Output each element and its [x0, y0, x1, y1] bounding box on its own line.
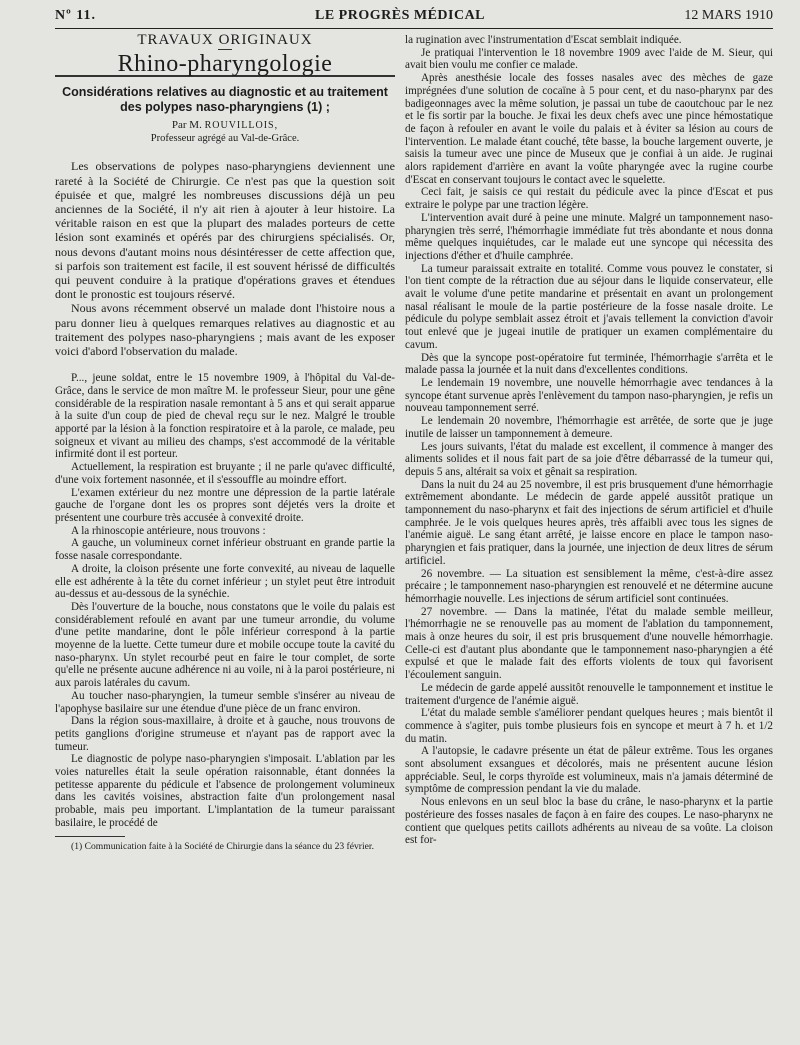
paragraph: Dès que la syncope post-opératoire fut terminée, l'hémorrhagie s'arrêta et le malade passa la journée et la nuit dans d'excellentes conditions.: [405, 351, 773, 377]
running-header: [55, 6, 773, 29]
paragraph: Après anesthésie locale des fosses nasales avec des mèches de gaze imprégnées d'une solution de cocaïne à 5 pour cent, et du naso-pharynx par des badigeonnages avec la même solution, je passai un tube de caoutchouc par le nez et le fis sortir par la bouche. Je fixai les deux chefs avec une pince hémostatique de façon à refouler en avant le voile du palais et à éviter sa lésion au cours de l'intervention. Le malade étant couché, tête basse, la bouche largement ouverte, je saisis la tumeur avec une pince de Museux que je confiai à un aide. Je ruginai alors rapidement d'arrière en avant la voûte pharyngée avec la rugine courbe d'Escat en conservant toujours le contact avec le squelette.: [405, 72, 773, 186]
paragraph: Le lendemain 19 novembre, une nouvelle hémorrhagie avec tendances à la syncope étant survenue après l'enlèvement du tampon naso-pharyngien, je refis un nouveau tamponnement serré.: [405, 376, 773, 415]
section-title: TRAVAUX ORIGINAUX: [137, 32, 313, 48]
paragraph: Au toucher naso-pharyngien, la tumeur semble s'insérer au niveau de l'apophyse basilaire sur une étendue d'une pièce de un franc environ.: [55, 689, 395, 715]
article-heading: Rhino-pharyngologie: [55, 58, 395, 78]
author-name: ROUVILLOIS,: [204, 120, 279, 132]
spacer: [55, 358, 395, 372]
paragraph: Les observations de polypes naso-pharyngiens deviennent une rareté à la Société de Chirurgie. Ce n'est pas que la question soit épuisée et que, malgré les nombreuses discussions déjà un peu anciennes de la Société, il n'y ait rien à ajouter à leur histoire. La véritable raison en est que la plupart des malades porteurs de cette lésion sont examinés et opérés par des chirurgiens spécialisés. Or, nous devons d'autant moins nous désintéresser de cette affection que, si parfois son traitement est facile, il est souvent hérissé de difficultés qui peuvent conduire à la pratique d'opérations graves et étendues dont le pronostic est toujours réservé.: [55, 159, 395, 302]
paragraph: 26 novembre. — La situation est sensiblement la même, c'est-à-dire assez précaire ; le tamponnement naso-pharyngien est renouvelé et ne détermine aucune hémorrhagie nouvelle. Les injections de sérum artificiel sont continuées.: [405, 567, 773, 605]
paragraph: 27 novembre. — Dans la matinée, l'état du malade semble meilleur, l'hémorrhagie ne se renouvelle pas au moment de l'ablation du tamponnement, mais à onze heures du soir, il est pris brusquement d'une nouvelle hémorrhagie. Celle-ci est d'autant plus abondante que le tamponnement naso-pharyngien a été expulsé et que le malade fait des efforts violents de toux qui favorisent l'écoulement sanguin.: [405, 605, 773, 682]
paragraph: Les jours suivants, l'état du malade est excellent, il commence à manger des aliments solides et il nous fait part de sa joie d'être débarrassé de la tumeur qui, depuis 5 ans, altérait sa voix et gênait sa respiration.: [405, 440, 773, 478]
paragraph: Dans la région sous-maxillaire, à droite et à gauche, nous trouvons de petits ganglions d'origine strumeuse et n'ayant pas de rapport avec la tumeur.: [55, 715, 395, 753]
paragraph: L'état du malade semble s'améliorer pendant quelques heures ; mais bientôt il commence à s'agiter, puis tombe plusieurs fois en syncope et meurt à 7 h. et 1/2 du matin.: [405, 707, 773, 745]
paragraph: A droite, la cloison présente une forte convexité, au niveau de laquelle elle est adhérente à la tête du cornet inférieur ; un stylet peut être introduit au-dessus et au-dessous de la synéchie.: [55, 562, 395, 601]
paragraph: Actuellement, la respiration est bruyante ; il ne parle qu'avec difficulté, d'une voix fortement nasonnée, et il s'essouffle au moindre effort.: [55, 461, 395, 486]
introduction: [55, 159, 395, 358]
footnote: (1) Communication faite à la Société de Chirurgie dans la séance du 23 février.: [71, 840, 374, 852]
divider: [218, 49, 232, 50]
paragraph: Nous avons récemment observé un malade dont l'histoire nous a paru donner lieu à quelques remarques relatives au diagnostic et au traitement des polypes naso-pharyngiens ; mais avant de les exposer voici d'abord l'observation du malade.: [55, 301, 395, 359]
paragraph: Nous enlevons en un seul bloc la base du crâne, le naso-pharynx et la partie postérieure des fosses nasales de façon à en faire des coupes. Le naso-pharynx ne contient que quelques petits caillots adhérents au niveau de sa voûte. La cloison est for-: [405, 796, 773, 847]
right-column: [405, 34, 773, 847]
paragraph: A gauche, un volumineux cornet inférieur obstruant en grande partie la fosse nasale correspondante.: [55, 537, 395, 563]
issue-date: 12 MARS 1910: [684, 8, 773, 23]
paragraph: Je pratiquai l'intervention le 18 novembre 1909 avec l'aide de M. Sieur, qui avait bien voulu me confier ce malade.: [405, 46, 773, 72]
byline: [55, 119, 395, 132]
paragraph: Le diagnostic de polype naso-pharyngien s'imposait. L'ablation par les voies naturelles était la seule opération raisonnable, étant données la petitesse apparente du pédicule et l'absence de prolongement volumineux dans les cavités voisines, abstraction faite d'un prolongement nasal probable, mais peu important. L'implantation de la tumeur paraissant basilaire, le procédé de: [55, 753, 395, 829]
paragraph: Dès l'ouverture de la bouche, nous constatons que le voile du palais est considérablement refoulé en avant par une tumeur arrondie, du volume d'une petite mandarine, dont le pôle inférieur correspond à la partie moyenne de la luette. Cette tumeur dure et mobile occupe toute la cavité du naso-pharynx. Un stylet recourbé peut en faire le tour complet, de sorte qu'elle ne présente aucune adhérence ni au voile, ni à la paroi postérieure, ni aux parois latérales du cavum.: [55, 600, 395, 690]
byline-prefix: Par M.: [171, 119, 202, 132]
paragraph: A la rhinoscopie antérieure, nous trouvons :: [71, 524, 266, 537]
author-affiliation: Professeur agrégé au Val-de-Grâce.: [150, 133, 300, 145]
journal-name: LE PROGRÈS MÉDICAL: [315, 8, 486, 23]
paragraph: Le médecin de garde appelé aussitôt renouvelle le tamponnement et institue le traitement d'urgence de l'anémie aiguë.: [405, 681, 773, 707]
footnote-rule: [55, 836, 125, 837]
paragraph: A l'autopsie, le cadavre présente un état de pâleur extrême. Tous les organes sont absolument exsangues et décolorés, mais ne présentent aucune lésion appréciable. Seul, le corps thyroïde est volumineux, mais n'a jamais déterminé de symptôme de compression pendant la vie du malade.: [405, 745, 773, 796]
paragraph: P..., jeune soldat, entre le 15 novembre 1909, à l'hôpital du Val-de-Grâce, dans le service de mon maître M. le professeur Sieur, pour une gêne considérable de la respiration nasale remontant à 5 ans et qui serait apparue à la suite d'un coup de pied de cheval reçu sur le nez. Malgré le trouble apporté par la lésion à la fonction respiratoire et à la parole, ce malade, peu soigneux et vivant au milieu des champs, s'est accommodé de la véritable infirmité dont il est porteur.: [55, 372, 395, 461]
paragraph: Le lendemain 20 novembre, l'hémorrhagie est arrêtée, de sorte que je juge inutile de laisser un tamponnement à demeure.: [405, 415, 773, 440]
paragraph: Dans la nuit du 24 au 25 novembre, il est pris brusquement d'une hémorrhagie extrêmement abondante. Le médecin de garde appelé aussitôt pratique un tamponnement du naso-pharynx et fait des injections de sérum artificiel et d'huile camphrée. Je le vois quelques heures après, très affaibli avec tous les signes de l'anémie aiguë. Le sang étant arrêté, je laisse encore en place le tampon naso-pharyngien et fais pratiquer, dans la journée, une injection de deux litres de sérum artificiel.: [405, 478, 773, 567]
case-observation: [55, 372, 395, 829]
paragraph: La tumeur paraissait extraite en totalité. Comme vous pouvez le constater, si l'on tient compte de la rétraction due au séjour dans le liquide conservateur, elle avait le volume d'une petite mandarine et présentait en avant un prolongement nasal réalisant le moule de la partie postérieure de la fosse nasale droite. Le pédicule du polype semblait assez étroit et j'avais tellement la conviction d'avoir tout enlevé que je jugeai inutile de pratiquer un examen complémentaire du cavum.: [405, 262, 773, 351]
paragraph: L'examen extérieur du nez montre une dépression de la partie latérale gauche de l'organe dont les os propres sont déjetés vers la droite et présentent une courbure très accusée à convexité droite.: [55, 486, 395, 524]
paragraph: Ceci fait, je saisis ce qui restait du pédicule avec la pince d'Escat et pus extraire le polype par une traction légère.: [405, 186, 773, 212]
article-subtitle: Considérations relatives au diagnostic et au traitement des polypes naso-pharyngiens (1) ;: [62, 85, 388, 115]
paragraph: la rugination avec l'instrumentation d'Escat semblait indiquée.: [405, 34, 682, 46]
paragraph: L'intervention avait duré à peine une minute. Malgré un tamponnement naso-pharyngien très serré, l'hémorrhagie immédiate fut très abondante et nous donna même quelques inquiétudes, car le malade eut une syncope qui nécessita des injections d'éther et d'huile camphrée.: [405, 211, 773, 262]
left-column: [55, 34, 395, 852]
issue-number: Nº 11.: [55, 8, 96, 23]
